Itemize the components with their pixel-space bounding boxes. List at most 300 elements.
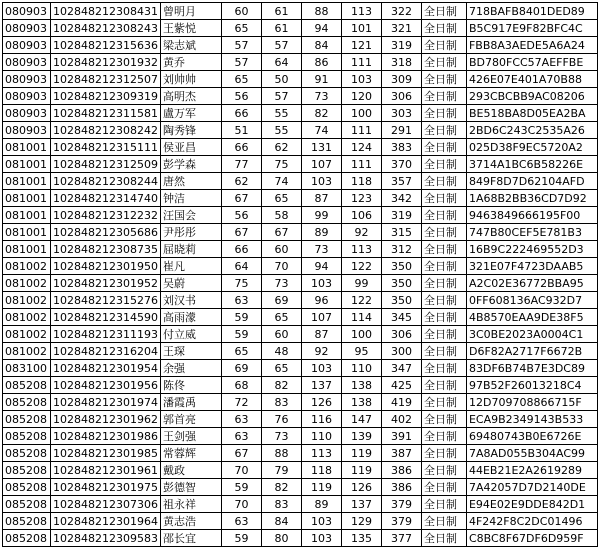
table-row: [3, 54, 598, 71]
major-code-cell: 083100: [3, 360, 51, 377]
candidate-id-cell: 102848212301950: [51, 258, 161, 275]
candidate-id-cell: 102848212312507: [51, 71, 161, 88]
table-row: [3, 241, 598, 258]
candidate-name-cell: 屈晓莉: [160, 241, 221, 258]
foreign-language-score-cell: 82: [261, 479, 301, 496]
candidate-name-cell: 陈佟: [160, 377, 221, 394]
candidate-name-cell: 常蓉辉: [160, 445, 221, 462]
foreign-language-score-cell: 82: [261, 377, 301, 394]
table-row: [3, 513, 598, 530]
subject-two-score-cell: 139: [341, 428, 381, 445]
politics-score-cell: 65: [221, 343, 261, 360]
total-score-cell: 345: [381, 309, 421, 326]
total-score-cell: 309: [381, 71, 421, 88]
foreign-language-score-cell: 76: [261, 411, 301, 428]
candidate-id-cell: 102848212301956: [51, 377, 161, 394]
subject-one-score-cell: 116: [301, 411, 341, 428]
subject-one-score-cell: 107: [301, 309, 341, 326]
total-score-cell: 322: [381, 3, 421, 20]
subject-one-score-cell: 94: [301, 20, 341, 37]
candidate-name-cell: 余强: [160, 360, 221, 377]
candidate-name-cell: 尹彤彤: [160, 224, 221, 241]
table-row: [3, 173, 598, 190]
major-code-cell: 085208: [3, 496, 51, 513]
major-code-cell: 081001: [3, 224, 51, 241]
candidate-id-cell: 102848212315276: [51, 292, 161, 309]
politics-score-cell: 67: [221, 224, 261, 241]
table-row: [3, 360, 598, 377]
candidate-id-cell: 102848212301932: [51, 54, 161, 71]
subject-two-score-cell: 129: [341, 513, 381, 530]
politics-score-cell: 64: [221, 258, 261, 275]
subject-two-score-cell: 103: [341, 71, 381, 88]
total-score-cell: 350: [381, 275, 421, 292]
total-score-cell: 387: [381, 445, 421, 462]
study-mode-cell: 全日制: [421, 479, 466, 496]
table-row: [3, 258, 598, 275]
candidate-id-cell: 102848212301985: [51, 445, 161, 462]
candidate-name-cell: 戴政: [160, 462, 221, 479]
major-code-cell: 085208: [3, 411, 51, 428]
candidate-id-cell: 102848212308242: [51, 122, 161, 139]
politics-score-cell: 67: [221, 445, 261, 462]
subject-two-score-cell: 122: [341, 258, 381, 275]
subject-one-score-cell: 89: [301, 496, 341, 513]
major-code-cell: 085208: [3, 445, 51, 462]
table-row: [3, 122, 598, 139]
subject-two-score-cell: 111: [341, 54, 381, 71]
candidate-name-cell: 付立威: [160, 326, 221, 343]
verification-code-cell: C8BC8F67DF6D959F: [466, 530, 597, 547]
table-row: [3, 496, 598, 513]
candidate-id-cell: 102848212309319: [51, 88, 161, 105]
subject-two-score-cell: 147: [341, 411, 381, 428]
candidate-id-cell: 102848212315636: [51, 37, 161, 54]
candidate-id-cell: 102848212312509: [51, 156, 161, 173]
table-row: [3, 71, 598, 88]
foreign-language-score-cell: 67: [261, 224, 301, 241]
total-score-cell: 386: [381, 479, 421, 496]
foreign-language-score-cell: 69: [261, 292, 301, 309]
major-code-cell: 080903: [3, 105, 51, 122]
subject-one-score-cell: 118: [301, 462, 341, 479]
politics-score-cell: 66: [221, 139, 261, 156]
subject-one-score-cell: 84: [301, 37, 341, 54]
subject-one-score-cell: 110: [301, 428, 341, 445]
table-row: [3, 326, 598, 343]
subject-two-score-cell: 100: [341, 105, 381, 122]
candidate-id-cell: 102848212301961: [51, 462, 161, 479]
subject-two-score-cell: 106: [341, 207, 381, 224]
study-mode-cell: 全日制: [421, 20, 466, 37]
subject-two-score-cell: 92: [341, 224, 381, 241]
subject-two-score-cell: 123: [341, 190, 381, 207]
major-code-cell: 085208: [3, 428, 51, 445]
subject-two-score-cell: 110: [341, 360, 381, 377]
foreign-language-score-cell: 75: [261, 156, 301, 173]
score-table-body: [3, 3, 598, 547]
candidate-id-cell: 102848212308244: [51, 173, 161, 190]
candidate-name-cell: 彭德智: [160, 479, 221, 496]
major-code-cell: 081001: [3, 207, 51, 224]
total-score-cell: 379: [381, 496, 421, 513]
verification-code-cell: 025D38F9EC5720A2: [466, 139, 597, 156]
subject-two-score-cell: 119: [341, 445, 381, 462]
subject-two-score-cell: 121: [341, 37, 381, 54]
politics-score-cell: 59: [221, 479, 261, 496]
candidate-id-cell: 102848212301964: [51, 513, 161, 530]
subject-one-score-cell: 99: [301, 207, 341, 224]
table-row: [3, 309, 598, 326]
candidate-name-cell: 唐然: [160, 173, 221, 190]
total-score-cell: 318: [381, 54, 421, 71]
subject-one-score-cell: 91: [301, 71, 341, 88]
candidate-id-cell: 102848212311581: [51, 105, 161, 122]
foreign-language-score-cell: 70: [261, 258, 301, 275]
politics-score-cell: 59: [221, 309, 261, 326]
foreign-language-score-cell: 65: [261, 190, 301, 207]
study-mode-cell: 全日制: [421, 258, 466, 275]
total-score-cell: 350: [381, 292, 421, 309]
study-mode-cell: 全日制: [421, 411, 466, 428]
total-score-cell: 303: [381, 105, 421, 122]
politics-score-cell: 63: [221, 411, 261, 428]
total-score-cell: 291: [381, 122, 421, 139]
subject-two-score-cell: 99: [341, 275, 381, 292]
politics-score-cell: 65: [221, 20, 261, 37]
candidate-id-cell: 102848212301962: [51, 411, 161, 428]
candidate-id-cell: 102848212308431: [51, 3, 161, 20]
verification-code-cell: 1A68B2BB36CD7D92: [466, 190, 597, 207]
subject-two-score-cell: 119: [341, 462, 381, 479]
subject-one-score-cell: 96: [301, 292, 341, 309]
study-mode-cell: 全日制: [421, 224, 466, 241]
politics-score-cell: 77: [221, 156, 261, 173]
major-code-cell: 080903: [3, 37, 51, 54]
total-score-cell: 383: [381, 139, 421, 156]
politics-score-cell: 59: [221, 326, 261, 343]
candidate-name-cell: 郭首亮: [160, 411, 221, 428]
foreign-language-score-cell: 80: [261, 530, 301, 547]
candidate-id-cell: 102848212301952: [51, 275, 161, 292]
candidate-id-cell: 102848212314740: [51, 190, 161, 207]
candidate-id-cell: 102848212309583: [51, 530, 161, 547]
major-code-cell: 080903: [3, 71, 51, 88]
verification-code-cell: 4F242F8C2DC01496: [466, 513, 597, 530]
verification-code-cell: 321E07F4723DAAB5: [466, 258, 597, 275]
table-row: [3, 479, 598, 496]
foreign-language-score-cell: 65: [261, 309, 301, 326]
major-code-cell: 080903: [3, 20, 51, 37]
table-row: [3, 88, 598, 105]
total-score-cell: 419: [381, 394, 421, 411]
table-row: [3, 411, 598, 428]
politics-score-cell: 59: [221, 530, 261, 547]
politics-score-cell: 68: [221, 377, 261, 394]
verification-code-cell: 83DF6B74B7E3DC89: [466, 360, 597, 377]
subject-one-score-cell: 126: [301, 394, 341, 411]
foreign-language-score-cell: 65: [261, 360, 301, 377]
foreign-language-score-cell: 73: [261, 428, 301, 445]
foreign-language-score-cell: 62: [261, 139, 301, 156]
candidate-id-cell: 102848212316204: [51, 343, 161, 360]
verification-code-cell: 293CBCBB9AC08206: [466, 88, 597, 105]
politics-score-cell: 70: [221, 496, 261, 513]
verification-code-cell: 3C0BE2023A0004C1: [466, 326, 597, 343]
study-mode-cell: 全日制: [421, 292, 466, 309]
table-row: [3, 530, 598, 547]
study-mode-cell: 全日制: [421, 360, 466, 377]
total-score-cell: 306: [381, 88, 421, 105]
table-row: [3, 445, 598, 462]
politics-score-cell: 69: [221, 360, 261, 377]
politics-score-cell: 65: [221, 71, 261, 88]
foreign-language-score-cell: 64: [261, 54, 301, 71]
subject-one-score-cell: 88: [301, 3, 341, 20]
candidate-id-cell: 102848212314590: [51, 309, 161, 326]
verification-code-cell: 7A42057D7D2140DE: [466, 479, 597, 496]
subject-one-score-cell: 73: [301, 88, 341, 105]
subject-one-score-cell: 103: [301, 360, 341, 377]
foreign-language-score-cell: 57: [261, 37, 301, 54]
foreign-language-score-cell: 83: [261, 496, 301, 513]
candidate-id-cell: 102848212301954: [51, 360, 161, 377]
study-mode-cell: 全日制: [421, 343, 466, 360]
foreign-language-score-cell: 57: [261, 88, 301, 105]
candidate-name-cell: 汪国会: [160, 207, 221, 224]
subject-one-score-cell: 92: [301, 343, 341, 360]
study-mode-cell: 全日制: [421, 377, 466, 394]
study-mode-cell: 全日制: [421, 530, 466, 547]
table-row: [3, 224, 598, 241]
major-code-cell: 081002: [3, 326, 51, 343]
candidate-name-cell: 邵长宜: [160, 530, 221, 547]
verification-code-cell: 12D709708866715F: [466, 394, 597, 411]
candidate-id-cell: 102848212301975: [51, 479, 161, 496]
major-code-cell: 085208: [3, 462, 51, 479]
table-row: [3, 139, 598, 156]
total-score-cell: 386: [381, 462, 421, 479]
study-mode-cell: 全日制: [421, 190, 466, 207]
study-mode-cell: 全日制: [421, 3, 466, 20]
subject-two-score-cell: 122: [341, 292, 381, 309]
candidate-id-cell: 102848212312232: [51, 207, 161, 224]
candidate-name-cell: 黄乔: [160, 54, 221, 71]
subject-one-score-cell: 87: [301, 326, 341, 343]
candidate-name-cell: 高明杰: [160, 88, 221, 105]
candidate-id-cell: 102848212305686: [51, 224, 161, 241]
subject-one-score-cell: 131: [301, 139, 341, 156]
candidate-name-cell: 王剑强: [160, 428, 221, 445]
politics-score-cell: 67: [221, 190, 261, 207]
table-row: [3, 343, 598, 360]
total-score-cell: 370: [381, 156, 421, 173]
subject-two-score-cell: 101: [341, 20, 381, 37]
foreign-language-score-cell: 60: [261, 241, 301, 258]
foreign-language-score-cell: 83: [261, 394, 301, 411]
study-mode-cell: 全日制: [421, 496, 466, 513]
candidate-name-cell: 崔凡: [160, 258, 221, 275]
total-score-cell: 350: [381, 258, 421, 275]
major-code-cell: 081001: [3, 156, 51, 173]
table-row: [3, 428, 598, 445]
foreign-language-score-cell: 79: [261, 462, 301, 479]
study-mode-cell: 全日制: [421, 309, 466, 326]
politics-score-cell: 51: [221, 122, 261, 139]
total-score-cell: 402: [381, 411, 421, 428]
major-code-cell: 081002: [3, 275, 51, 292]
total-score-cell: 347: [381, 360, 421, 377]
politics-score-cell: 62: [221, 173, 261, 190]
subject-one-score-cell: 103: [301, 513, 341, 530]
candidate-name-cell: 彭学森: [160, 156, 221, 173]
major-code-cell: 080903: [3, 54, 51, 71]
major-code-cell: 081002: [3, 292, 51, 309]
subject-two-score-cell: 114: [341, 309, 381, 326]
foreign-language-score-cell: 48: [261, 343, 301, 360]
candidate-name-cell: 黄志浩: [160, 513, 221, 530]
subject-two-score-cell: 118: [341, 173, 381, 190]
subject-two-score-cell: 137: [341, 496, 381, 513]
study-mode-cell: 全日制: [421, 462, 466, 479]
politics-score-cell: 56: [221, 207, 261, 224]
subject-two-score-cell: 138: [341, 394, 381, 411]
subject-two-score-cell: 124: [341, 139, 381, 156]
foreign-language-score-cell: 61: [261, 20, 301, 37]
subject-two-score-cell: 95: [341, 343, 381, 360]
candidate-id-cell: 102848212308735: [51, 241, 161, 258]
candidate-name-cell: 陶秀锋: [160, 122, 221, 139]
study-mode-cell: 全日制: [421, 241, 466, 258]
subject-one-score-cell: 119: [301, 479, 341, 496]
verification-code-cell: FBB8A3AEDE5A6A24: [466, 37, 597, 54]
table-row: [3, 394, 598, 411]
foreign-language-score-cell: 55: [261, 122, 301, 139]
study-mode-cell: 全日制: [421, 122, 466, 139]
verification-code-cell: 3714A1BC6B58226E: [466, 156, 597, 173]
foreign-language-score-cell: 88: [261, 445, 301, 462]
study-mode-cell: 全日制: [421, 173, 466, 190]
subject-one-score-cell: 73: [301, 241, 341, 258]
table-row: [3, 20, 598, 37]
subject-two-score-cell: 113: [341, 241, 381, 258]
table-row: [3, 190, 598, 207]
verification-code-cell: 97B52F26013218C4: [466, 377, 597, 394]
politics-score-cell: 57: [221, 37, 261, 54]
study-mode-cell: 全日制: [421, 207, 466, 224]
politics-score-cell: 63: [221, 428, 261, 445]
major-code-cell: 085208: [3, 513, 51, 530]
candidate-id-cell: 102848212301986: [51, 428, 161, 445]
study-mode-cell: 全日制: [421, 139, 466, 156]
candidate-id-cell: 102848212307306: [51, 496, 161, 513]
verification-code-cell: BE518BA8D05EA2BA: [466, 105, 597, 122]
verification-code-cell: 426E07E401A70B88: [466, 71, 597, 88]
verification-code-cell: 9463849666195F00: [466, 207, 597, 224]
politics-score-cell: 57: [221, 54, 261, 71]
verification-code-cell: 4B8570EAA9DE38F5: [466, 309, 597, 326]
candidate-name-cell: 曾明月: [160, 3, 221, 20]
verification-code-cell: 0FF608136AC932D7: [466, 292, 597, 309]
candidate-name-cell: 王琛: [160, 343, 221, 360]
table-row: [3, 462, 598, 479]
verification-code-cell: 747B80CEF5E781B3: [466, 224, 597, 241]
subject-one-score-cell: 94: [301, 258, 341, 275]
major-code-cell: 081001: [3, 173, 51, 190]
table-row: [3, 156, 598, 173]
candidate-name-cell: 梁志斌: [160, 37, 221, 54]
major-code-cell: 085208: [3, 377, 51, 394]
total-score-cell: 357: [381, 173, 421, 190]
total-score-cell: 377: [381, 530, 421, 547]
table-row: [3, 207, 598, 224]
study-mode-cell: 全日制: [421, 88, 466, 105]
major-code-cell: 081002: [3, 343, 51, 360]
major-code-cell: 081001: [3, 241, 51, 258]
verification-code-cell: ECA9B2349143B533: [466, 411, 597, 428]
candidate-name-cell: 高雨濛: [160, 309, 221, 326]
candidate-name-cell: 王紫悦: [160, 20, 221, 37]
major-code-cell: 081002: [3, 258, 51, 275]
study-mode-cell: 全日制: [421, 54, 466, 71]
subject-two-score-cell: 113: [341, 3, 381, 20]
table-row: [3, 275, 598, 292]
candidate-name-cell: 盧万军: [160, 105, 221, 122]
foreign-language-score-cell: 55: [261, 105, 301, 122]
admission-score-table: [2, 2, 598, 547]
total-score-cell: 315: [381, 224, 421, 241]
total-score-cell: 306: [381, 326, 421, 343]
total-score-cell: 321: [381, 20, 421, 37]
foreign-language-score-cell: 84: [261, 513, 301, 530]
subject-one-score-cell: 82: [301, 105, 341, 122]
verification-code-cell: 2BD6C243C2535A26: [466, 122, 597, 139]
candidate-name-cell: 刘汉书: [160, 292, 221, 309]
politics-score-cell: 70: [221, 462, 261, 479]
study-mode-cell: 全日制: [421, 445, 466, 462]
subject-one-score-cell: 74: [301, 122, 341, 139]
study-mode-cell: 全日制: [421, 156, 466, 173]
politics-score-cell: 63: [221, 513, 261, 530]
major-code-cell: 080903: [3, 122, 51, 139]
subject-one-score-cell: 87: [301, 190, 341, 207]
subject-two-score-cell: 100: [341, 326, 381, 343]
subject-one-score-cell: 86: [301, 54, 341, 71]
politics-score-cell: 66: [221, 241, 261, 258]
study-mode-cell: 全日制: [421, 326, 466, 343]
verification-code-cell: B5C917E9F82BFC4C: [466, 20, 597, 37]
verification-code-cell: 69480743B0E6726E: [466, 428, 597, 445]
subject-one-score-cell: 103: [301, 275, 341, 292]
major-code-cell: 085208: [3, 530, 51, 547]
study-mode-cell: 全日制: [421, 37, 466, 54]
table-row: [3, 37, 598, 54]
study-mode-cell: 全日制: [421, 105, 466, 122]
verification-code-cell: 7A8AD055B304AC99: [466, 445, 597, 462]
candidate-id-cell: 102848212311193: [51, 326, 161, 343]
candidate-id-cell: 102848212315111: [51, 139, 161, 156]
total-score-cell: 391: [381, 428, 421, 445]
subject-one-score-cell: 103: [301, 173, 341, 190]
study-mode-cell: 全日制: [421, 71, 466, 88]
subject-two-score-cell: 111: [341, 156, 381, 173]
subject-one-score-cell: 103: [301, 530, 341, 547]
politics-score-cell: 72: [221, 394, 261, 411]
subject-one-score-cell: 89: [301, 224, 341, 241]
politics-score-cell: 60: [221, 3, 261, 20]
verification-code-cell: 44EB21E2A2619289: [466, 462, 597, 479]
table-row: [3, 377, 598, 394]
